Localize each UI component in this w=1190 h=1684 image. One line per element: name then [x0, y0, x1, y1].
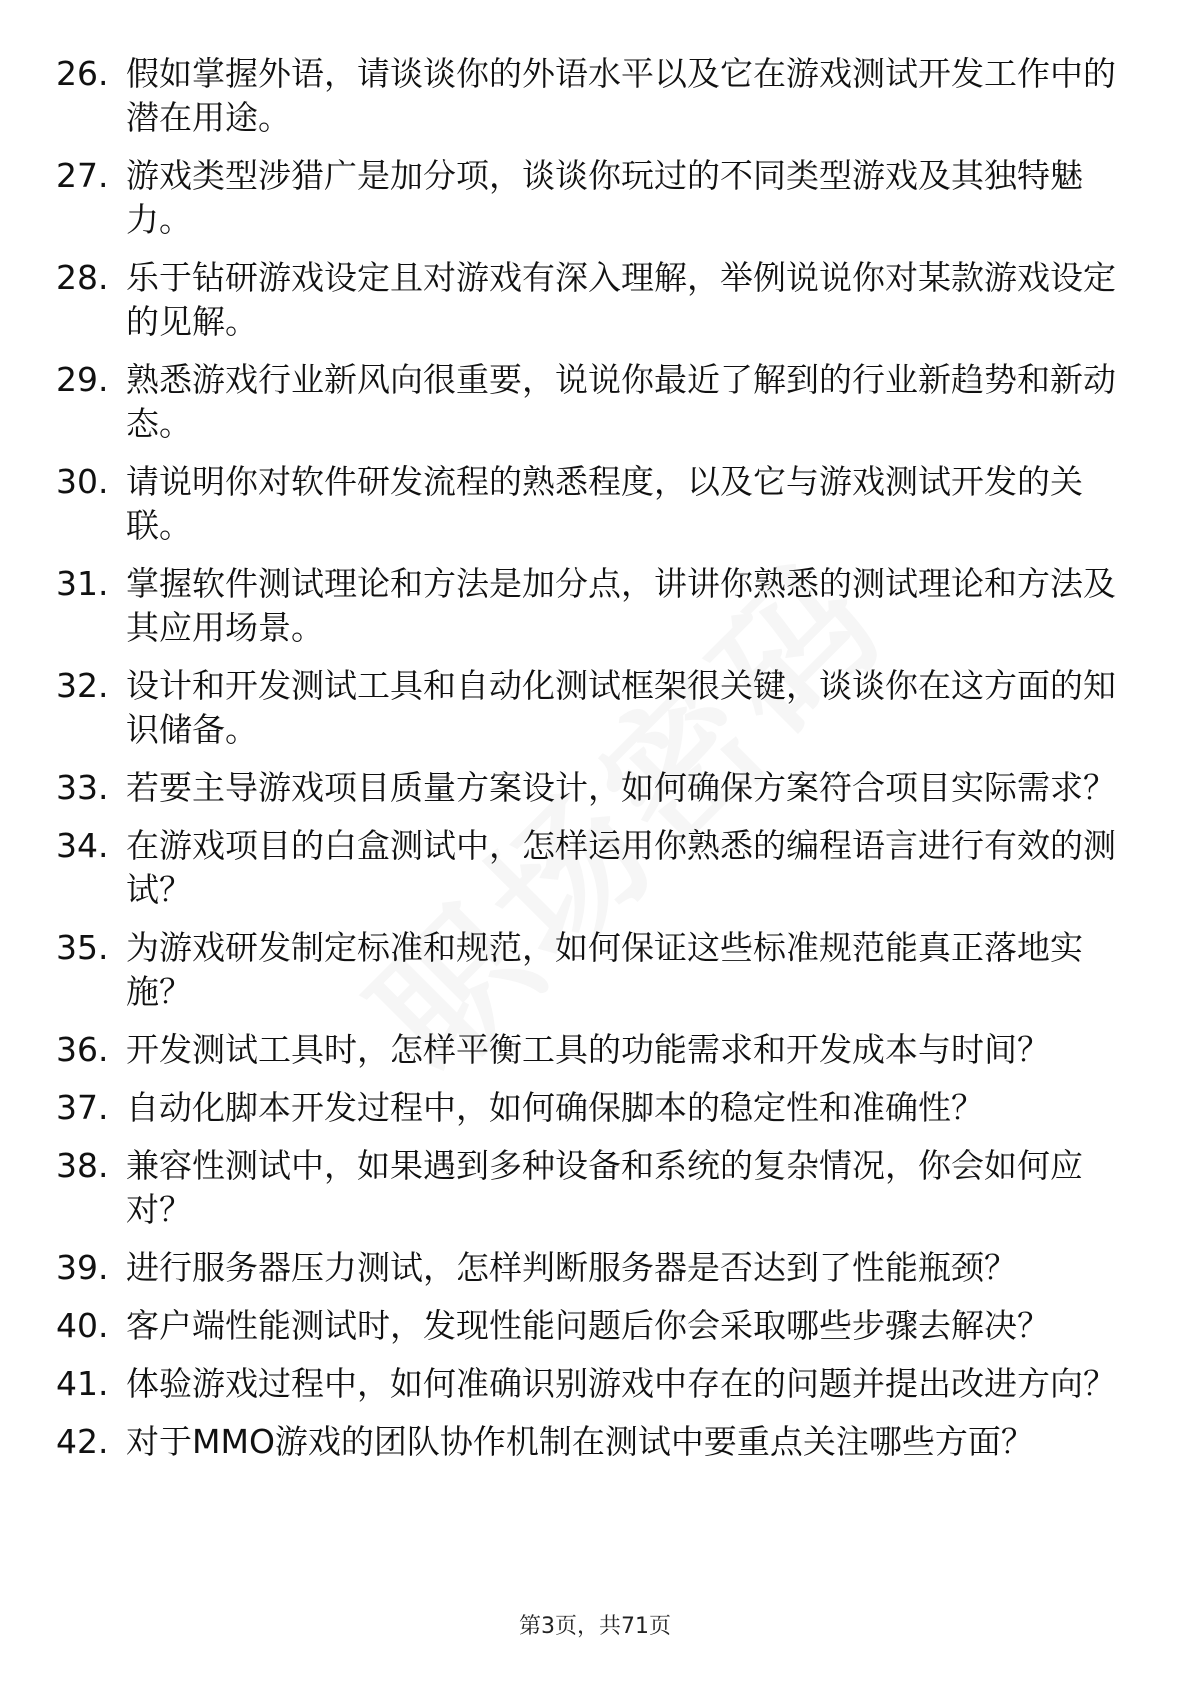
- question-item: [56, 1086, 1116, 1130]
- question-item: [56, 256, 1116, 344]
- question-number: 27.: [56, 156, 109, 195]
- question-item: [56, 1362, 1116, 1406]
- page-number: 第3页，共71页: [519, 1614, 671, 1639]
- question-number: 32.: [56, 666, 109, 705]
- question-number: 30.: [56, 462, 109, 501]
- question-number: 35.: [56, 928, 109, 967]
- question-text: 在游戏项目的白盒测试中，怎样运用你熟悉的编程语言进行有效的测试？: [126, 826, 1116, 909]
- question-number: 28.: [56, 258, 109, 297]
- question-item: [56, 1420, 1116, 1464]
- question-number: 34.: [56, 826, 109, 865]
- question-item: [56, 358, 1116, 446]
- question-number: 31.: [56, 564, 109, 603]
- question-text: 体验游戏过程中，如何准确识别游戏中存在的问题并提出改进方向？: [126, 1364, 1116, 1403]
- question-text: 进行服务器压力测试，怎样判断服务器是否达到了性能瓶颈？: [126, 1248, 1017, 1287]
- question-number: 42.: [56, 1422, 109, 1461]
- question-item: [56, 1304, 1116, 1348]
- question-text: 掌握软件测试理论和方法是加分点，讲讲你熟悉的测试理论和方法及其应用场景。: [126, 564, 1116, 647]
- question-text: 开发测试工具时，怎样平衡工具的功能需求和开发成本与时间？: [126, 1030, 1050, 1069]
- question-text: 游戏类型涉猎广是加分项，谈谈你玩过的不同类型游戏及其独特魅力。: [126, 156, 1083, 239]
- question-text: 若要主导游戏项目质量方案设计，如何确保方案符合项目实际需求？: [126, 768, 1116, 807]
- question-number: 26.: [56, 54, 109, 93]
- question-number: 37.: [56, 1088, 109, 1127]
- question-item: [56, 766, 1116, 810]
- question-text: 客户端性能测试时，发现性能问题后你会采取哪些步骤去解决？: [126, 1306, 1050, 1345]
- question-item: [56, 1028, 1116, 1072]
- question-number: 40.: [56, 1306, 109, 1345]
- question-text: 兼容性测试中，如果遇到多种设备和系统的复杂情况，你会如何应对？: [126, 1146, 1083, 1229]
- question-item: [56, 926, 1116, 1014]
- question-item: [56, 460, 1116, 548]
- question-number: 29.: [56, 360, 109, 399]
- question-number: 33.: [56, 768, 109, 807]
- page-footer: [0, 1612, 1190, 1642]
- question-item: [56, 824, 1116, 912]
- question-text: 乐于钻研游戏设定且对游戏有深入理解，举例说说你对某款游戏设定的见解。: [126, 258, 1116, 341]
- question-text: 设计和开发测试工具和自动化测试框架很关键，谈谈你在这方面的知识储备。: [126, 666, 1116, 749]
- question-list: [56, 52, 1116, 1478]
- question-number: 41.: [56, 1364, 109, 1403]
- question-text: 假如掌握外语，请谈谈你的外语水平以及它在游戏测试开发工作中的潜在用途。: [126, 54, 1116, 137]
- question-text: 熟悉游戏行业新风向很重要，说说你最近了解到的行业新趋势和新动态。: [126, 360, 1116, 443]
- question-text: 对于MMO游戏的团队协作机制在测试中要重点关注哪些方面？: [126, 1422, 1034, 1461]
- question-number: 39.: [56, 1248, 109, 1287]
- question-text: 请说明你对软件研发流程的熟悉程度，以及它与游戏测试开发的关联。: [126, 462, 1083, 545]
- question-item: [56, 562, 1116, 650]
- question-number: 36.: [56, 1030, 109, 1069]
- question-item: [56, 1246, 1116, 1290]
- question-item: [56, 154, 1116, 242]
- question-item: [56, 52, 1116, 140]
- question-text: 为游戏研发制定标准和规范，如何保证这些标准规范能真正落地实施？: [126, 928, 1083, 1011]
- question-item: [56, 664, 1116, 752]
- question-number: 38.: [56, 1146, 109, 1185]
- question-text: 自动化脚本开发过程中，如何确保脚本的稳定性和准确性？: [126, 1088, 984, 1127]
- question-item: [56, 1144, 1116, 1232]
